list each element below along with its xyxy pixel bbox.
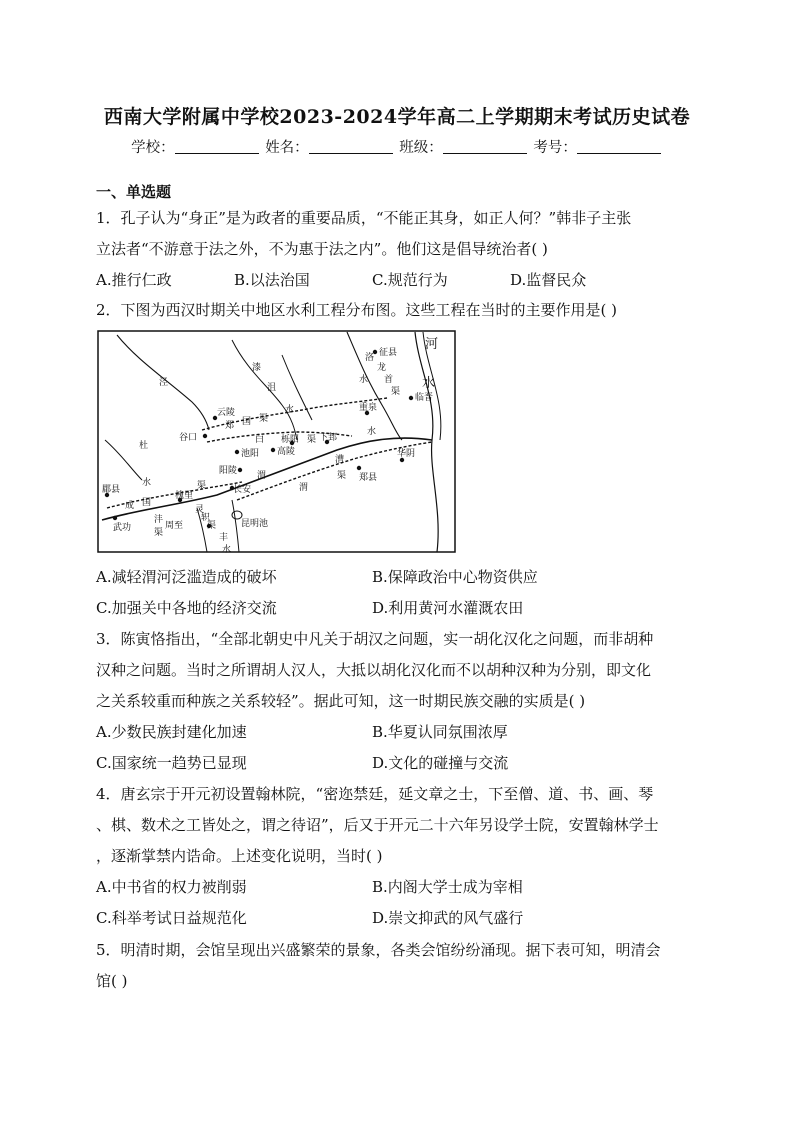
class-label: 班级： [399, 140, 443, 156]
map-label-liyang: 栎阳 [281, 435, 300, 445]
q2-line1: 2．下图为西汉时期关中地区水利工程分布图。这些工程在当时的主要作用是( ) [96, 301, 618, 319]
map-svg [97, 330, 456, 553]
q1-line1: 1．孔子认为“身正”是为政者的重要品质，“不能正其身，如正人何？”韩非子主张 [96, 209, 632, 227]
q2-option-b[interactable]: B.保障政治中心物资供应 [372, 568, 538, 586]
map-label-gukou: 谷口 [179, 433, 198, 443]
q5-line1: 5．明清时期，会馆呈现出兴盛繁荣的景象，各类会馆纷纷涌现。据下表可知，明清会 [96, 941, 661, 959]
map-label-he: 河 [425, 337, 439, 352]
map-label-shui-w: 水 [142, 478, 152, 488]
map-label-wei-2: 渭 [299, 483, 309, 493]
map-label-linjin: 临晋 [415, 393, 434, 403]
map-label-zhouzhi: 周至 [165, 521, 184, 531]
map-label-qu2: 渠 [197, 481, 207, 491]
map-label-changan: 长安 [233, 485, 252, 495]
map-label-bai-1: 白 [255, 435, 265, 445]
map-label-zhengguo-3: 渠 [259, 414, 269, 424]
map-label-guo: 国 [142, 498, 152, 508]
name-blank[interactable] [309, 139, 393, 154]
map-label-feng-1: 沣 [154, 515, 164, 525]
page-title: 西南大学附属中学校2023-2024学年高二上学期期末考试历史试卷 [103, 106, 691, 128]
q2-option-a[interactable]: A.减轻渭河泛滥造成的破坏 [96, 568, 277, 586]
map-label-lingqu-3: 渠 [207, 521, 217, 531]
map-label-cheng: 成 [125, 501, 135, 511]
section-heading: 一、单选题 [96, 183, 172, 201]
student-info-line [0, 136, 794, 157]
irrigation-map [97, 330, 456, 553]
q3-option-d[interactable]: D.文化的碰撞与交流 [372, 754, 509, 772]
map-label-wugong: 武功 [113, 523, 132, 533]
q4-option-c[interactable]: C.科举考试日益规范化 [96, 909, 247, 927]
map-label-long: 龙 [377, 363, 387, 373]
q1-option-d[interactable]: D.监督民众 [510, 271, 587, 289]
map-label-kunmingchi: 昆明池 [241, 519, 269, 529]
map-label-shui: 水 [422, 376, 436, 391]
map-label-meixian: 郿县 [102, 485, 121, 495]
map-label-chiyang: 池阳 [241, 449, 260, 459]
q1-option-b[interactable]: B.以法治国 [234, 271, 310, 289]
map-label-ju: 沮 [267, 383, 277, 393]
map-label-yangling: 阳陵 [219, 466, 238, 476]
map-label-xiagui: 下邽 [319, 433, 338, 443]
q5-line2: 馆( ) [96, 972, 128, 990]
name-label: 姓名： [265, 140, 309, 156]
q4-line2: 、棋、数术之工皆处之，谓之待诏”，后又于开元二十六年另设学士院，安置翰林学士 [96, 816, 659, 834]
map-label-zhengguo-2: 国 [242, 417, 252, 427]
map-label-yunling: 云陵 [217, 408, 236, 418]
number-label: 考号： [533, 140, 577, 156]
q4-option-a[interactable]: A.中书省的权力被削弱 [96, 878, 247, 896]
map-label-chongquan: 重泉 [359, 403, 378, 413]
map-label-qishui: 漆 [252, 363, 262, 373]
map-label-bai-2: 渠 [307, 435, 317, 445]
q3-line2: 汉种之问题。当时之所谓胡人汉人，大抵以胡化汉化而不以胡种汉种为分别，即文化 [96, 661, 652, 679]
map-label-shou: 首 [384, 375, 394, 385]
q4-line1: 4．唐玄宗于开元初设置翰林院，“密迩禁廷，延文章之士，下至僧、道、书、画、琴 [96, 785, 654, 803]
map-label-cao-2: 渠 [337, 471, 347, 481]
map-label-cao-1: 漕 [335, 455, 345, 465]
map-label-luo-shui: 水 [359, 375, 369, 385]
q3-line1: 3．陈寅恪指出，“全部北朝史中凡关于胡汉之问题，实一胡化汉化之问题，而非胡种 [96, 630, 654, 648]
q3-option-b[interactable]: B.华夏认同氛围浓厚 [372, 723, 508, 741]
map-label-du: 杜 [139, 441, 149, 451]
class-blank[interactable] [443, 139, 527, 154]
map-label-zhengguo-1: 郑 [225, 421, 235, 431]
map-label-lingqu-2: 轵 [201, 513, 211, 523]
map-label-zhengxian: 郑县 [359, 473, 378, 483]
map-label-feng-2: 渠 [154, 528, 164, 538]
q1-option-c[interactable]: C.规范行为 [372, 271, 448, 289]
map-label-qu: 渠 [391, 387, 401, 397]
q3-line3: 之关系较重而种族之关系较轻”。据此可知，这一时期民族交融的实质是( ) [96, 692, 586, 710]
map-label-huayin: 华阴 [397, 449, 416, 459]
q2-option-c[interactable]: C.加强关中各地的经济交流 [96, 599, 277, 617]
q4-option-d[interactable]: D.崇文抑武的风气盛行 [372, 909, 524, 927]
map-label-shui-s: 水 [222, 545, 232, 553]
q3-option-a[interactable]: A.少数民族封建化加速 [96, 723, 247, 741]
q3-option-c[interactable]: C.国家统一趋势已显现 [96, 754, 247, 772]
q1-option-a[interactable]: A.推行仁政 [96, 271, 172, 289]
map-label-jing: 泾 [159, 378, 169, 388]
map-label-zhengbai: 征县 [379, 348, 398, 358]
q1-line2: 立法者“不游意于法之外，不为惠于法之内”。他们这是倡导统治者( ) [96, 240, 548, 258]
number-blank[interactable] [577, 139, 661, 154]
map-label-lingqu-1: 灵 [195, 505, 205, 515]
map-label-shui-e: 水 [367, 427, 377, 437]
map-label-huaili: 槐里 [175, 491, 194, 501]
q4-option-b[interactable]: B.内阁大学士成为宰相 [372, 878, 523, 896]
map-label-shui-r: 水 [285, 405, 295, 415]
school-label: 学校： [131, 140, 175, 156]
map-label-wei: 渭 [257, 471, 267, 481]
map-label-luo: 洛 [365, 353, 375, 363]
school-blank[interactable] [175, 139, 259, 154]
map-label-fengshui: 丰 [219, 533, 229, 543]
map-label-gaoling: 高陵 [277, 447, 296, 457]
q2-option-d[interactable]: D.利用黄河水灌溉农田 [372, 599, 524, 617]
q4-line3: ，逐渐掌禁内诰命。上述变化说明，当时( ) [96, 847, 383, 865]
